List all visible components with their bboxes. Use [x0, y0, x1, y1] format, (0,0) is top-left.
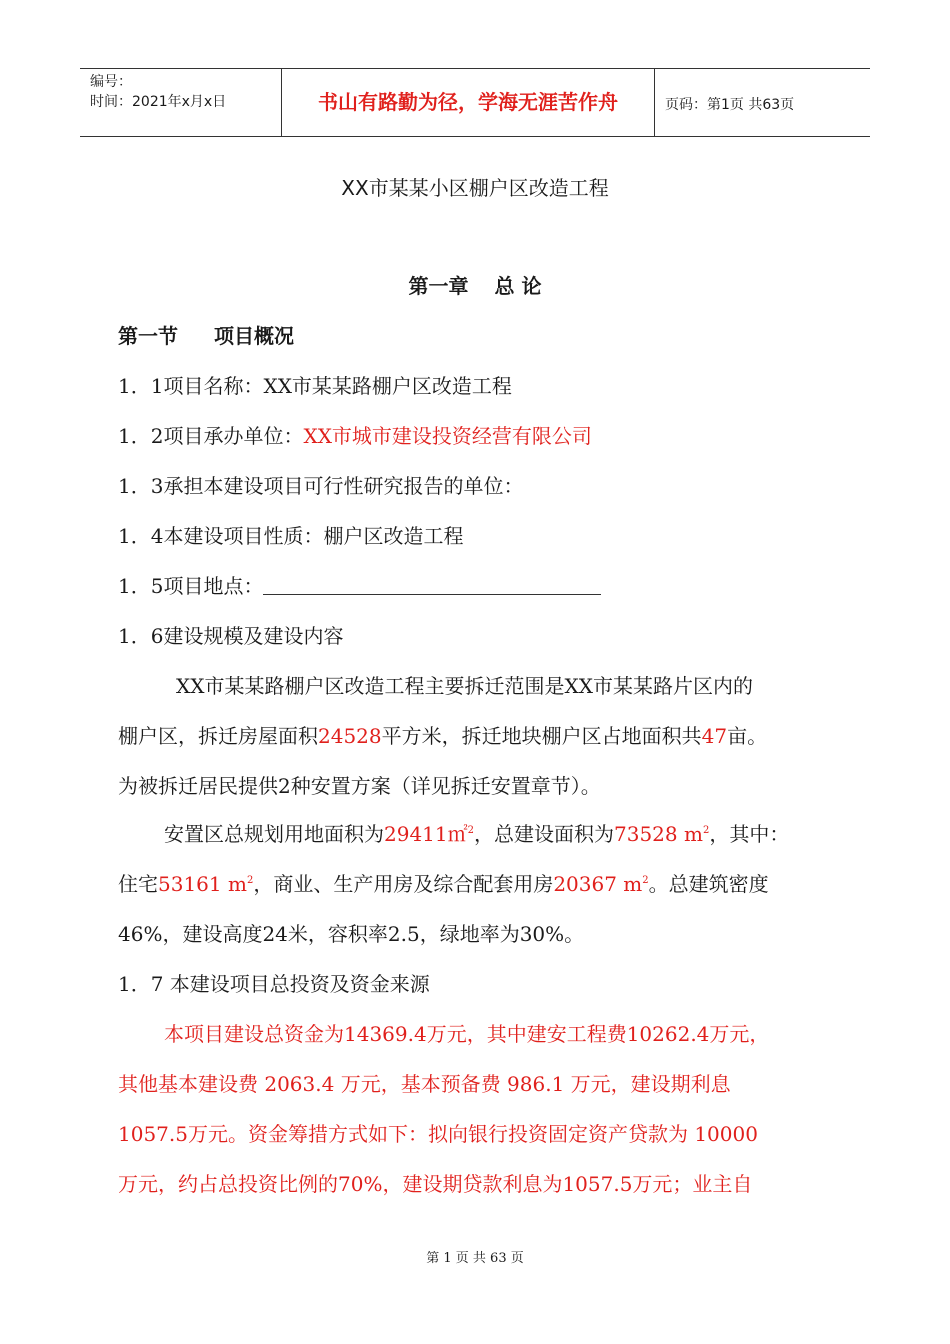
header-motto: 书山有路勤为径，学海无涯苦作舟	[282, 69, 655, 136]
chapter-name: 总 论	[494, 274, 542, 298]
text: ，商业、生产用房及综合配套用房	[253, 872, 554, 896]
chapter-number: 第一章	[408, 274, 469, 298]
para3-line2: 其他基本建设费 2063.4 万元，基本预备费 986.1 万元，建设期利息	[118, 1072, 731, 1096]
para1-line3: 为被拆迁居民提供2种安置方案（详见拆迁安置章节）。	[118, 774, 601, 798]
location-blank	[263, 580, 601, 595]
text: ，总建设面积为	[474, 822, 614, 846]
superscript: 2	[246, 875, 254, 886]
item-label: 1．1项目名称：	[118, 374, 264, 398]
para1-line2	[118, 720, 767, 749]
text: ，其中：	[709, 822, 790, 846]
item-label: 1．2项目承办单位：	[118, 424, 304, 448]
demolition-area: 24528	[318, 724, 382, 748]
item-value: XX市城市建设投资经营有限公司	[303, 424, 592, 448]
land-mu: 47	[701, 724, 728, 748]
section-name: 项目概况	[214, 324, 294, 348]
item-scale: 1．6建设规模及建设内容	[118, 624, 344, 648]
total-build-area: 73528 m	[614, 822, 703, 846]
superscript: 2	[642, 875, 649, 886]
section-number: 第一节	[118, 324, 178, 348]
text: 平方米，拆迁地块棚户区占地面积共	[381, 724, 702, 748]
text: 亩。	[727, 724, 768, 748]
para2-line1	[164, 818, 789, 847]
para2-line2	[118, 868, 769, 897]
item-location	[118, 570, 601, 599]
item-value: XX市某某路棚户区改造工程	[263, 374, 512, 398]
number-label: 编号：	[90, 74, 132, 90]
page-header	[80, 68, 870, 137]
item-undertaker	[118, 420, 592, 449]
commercial-area: 20367 m	[553, 872, 643, 896]
chapter-heading	[0, 270, 950, 299]
text: 。总建筑密度	[648, 872, 769, 896]
planned-land-area: 29411㎡	[384, 822, 468, 846]
item-investment: 1．7 本建设项目总投资及资金来源	[118, 972, 430, 996]
text: 安置区总规划用地面积为	[164, 822, 384, 846]
para3-line1: 本项目建设总资金为14369.4万元，其中建安工程费10262.4万元，	[164, 1022, 770, 1046]
para2-line3: 46%，建设高度24米，容积率2.5，绿地率为30%。	[118, 922, 585, 946]
para3-line4: 万元，约占总投资比例的70%，建设期贷款利息为1057.5万元；业主自	[118, 1172, 753, 1196]
text: 棚户区，拆迁房屋面积	[118, 724, 318, 748]
superscript: 2	[467, 825, 474, 836]
document-title: XX市某某小区棚户区改造工程	[341, 176, 609, 200]
item-label: 1．5项目地点：	[118, 574, 264, 598]
para3-line3: 1057.5万元。资金筹措方式如下：拟向银行投资固定资产贷款为 10000	[118, 1122, 758, 1146]
time-label: 时间：2021年x月x日	[90, 94, 227, 110]
item-report-unit: 1．3承担本建设项目可行性研究报告的单位：	[118, 474, 524, 498]
page-footer: 第 1 页 共 63 页	[426, 1251, 524, 1266]
header-page-info: 页码：第1页 共63页	[665, 97, 795, 113]
item-project-name	[118, 370, 512, 399]
section-heading	[118, 320, 294, 349]
item-nature: 1．4本建设项目性质：棚户区改造工程	[118, 524, 464, 548]
header-meta-cell	[80, 69, 282, 136]
superscript: 2	[702, 825, 710, 836]
residential-area: 53161 m	[158, 872, 247, 896]
para1-line1: XX市某某路棚户区改造工程主要拆迁范围是XX市某某路片区内的	[176, 674, 753, 698]
text: 住宅	[118, 872, 158, 896]
